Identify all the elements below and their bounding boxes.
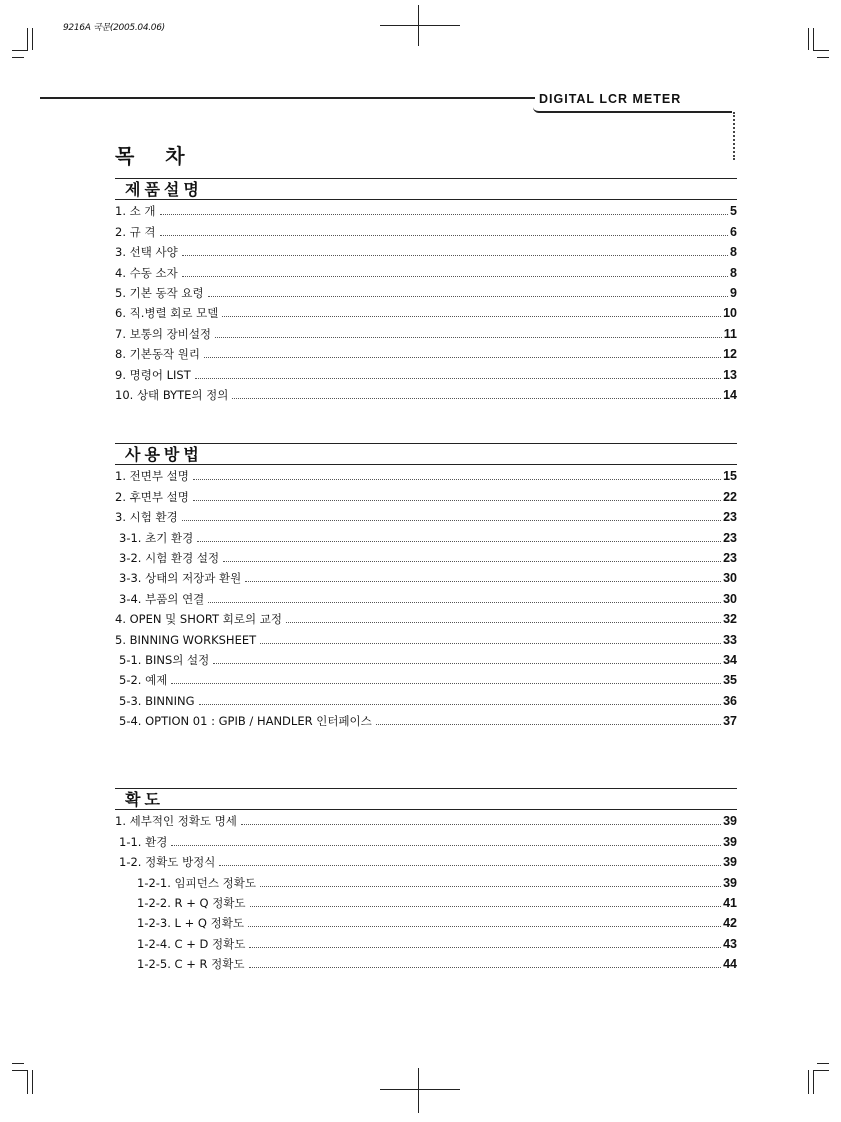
toc-entry-page: 13 (723, 367, 737, 382)
toc-entry-label: 5. 기본 동작 요령 (115, 285, 204, 300)
toc-entry[interactable] (115, 220, 737, 240)
crop-mark (817, 1063, 829, 1064)
toc-section (115, 178, 737, 404)
toc-entry-page: 10 (723, 306, 737, 321)
toc-entry[interactable] (115, 689, 737, 709)
toc-entry-page: 8 (730, 265, 737, 280)
toc-entry-page: 39 (723, 834, 737, 849)
toc-entry-label: 1-2. 정확도 방정식 (119, 855, 216, 870)
toc-entry-label: 1-1. 환경 (119, 834, 168, 849)
toc-entry[interactable] (115, 932, 737, 952)
toc-entry-label: 2. 후면부 설명 (115, 489, 189, 504)
toc-entry[interactable] (115, 343, 737, 363)
crop-mark (813, 50, 829, 51)
toc-entry[interactable] (115, 871, 737, 891)
dot-leader (250, 906, 722, 907)
crop-mark (817, 57, 829, 58)
toc-entry-label: 4. OPEN 및 SHORT 회로의 교정 (115, 612, 282, 627)
toc-entry-page: 8 (730, 245, 737, 260)
toc-entry[interactable] (115, 649, 737, 669)
dot-leader (241, 824, 721, 825)
toc-entry-label: 3-4. 부품의 연결 (119, 591, 205, 606)
toc-entry-label: 5-2. 예제 (119, 673, 168, 688)
header-rule-lower (540, 111, 732, 113)
crop-mark (32, 1070, 33, 1094)
dot-leader (376, 724, 721, 725)
toc-entry-label: 3-1. 초기 환경 (119, 530, 194, 545)
toc-entry-label: 1. 전면부 설명 (115, 469, 189, 484)
crop-mark (380, 1089, 460, 1090)
toc-section (115, 443, 737, 730)
dot-leader (204, 357, 721, 358)
crop-mark (32, 28, 33, 50)
toc-entry-page: 33 (723, 632, 737, 647)
crop-mark (12, 1070, 28, 1071)
toc-entry-page: 42 (723, 916, 737, 931)
toc-entry-page: 5 (730, 204, 737, 219)
toc-entry-label: 1-2-5. C + R 정확도 (137, 957, 245, 972)
toc-entry-page: 32 (723, 612, 737, 627)
toc-entry[interactable] (115, 669, 737, 689)
header-rule (40, 97, 535, 99)
toc-entry-label: 1-2-2. R + Q 정확도 (137, 895, 246, 910)
toc-entry-label: 1-2-1. 임피던스 정확도 (137, 875, 256, 890)
toc-entry[interactable] (115, 567, 737, 587)
crop-mark (808, 28, 809, 50)
toc-entry-label: 10. 상태 BYTE의 정의 (115, 387, 229, 402)
crop-mark (12, 57, 24, 58)
toc-entry-label: 3. 선택 사양 (115, 245, 178, 260)
crop-mark (813, 1070, 814, 1094)
toc-entry-label: 2. 규 격 (115, 224, 156, 239)
toc-entry-page: 30 (723, 591, 737, 606)
toc-entry-page: 6 (730, 224, 737, 239)
dot-leader (260, 886, 721, 887)
dot-leader (197, 541, 721, 542)
toc-entry-label: 5-4. OPTION 01 : GPIB / HANDLER 인터페이스 (119, 714, 372, 729)
crop-mark (380, 25, 460, 26)
crop-mark (27, 1070, 28, 1094)
toc-entry-label: 1-2-3. L + Q 정확도 (137, 916, 244, 931)
toc-entry-label: 3-2. 시험 환경 설정 (119, 550, 220, 565)
dot-leader (286, 622, 721, 623)
toc-entry[interactable] (115, 322, 737, 342)
toc-entry[interactable] (115, 200, 737, 220)
toc-entry[interactable] (115, 282, 737, 302)
toc-entry-label: 6. 직.병렬 회로 모델 (115, 306, 219, 321)
crop-mark (12, 50, 28, 51)
dot-leader (222, 316, 721, 317)
crop-mark (27, 28, 28, 50)
toc-entry[interactable] (115, 892, 737, 912)
toc-entry[interactable] (115, 363, 737, 383)
toc-entry-page: 23 (723, 550, 737, 565)
dot-leader (208, 602, 721, 603)
toc-entry[interactable] (115, 830, 737, 850)
toc-entry[interactable] (115, 851, 737, 871)
section-heading: 사용방법 (115, 444, 737, 465)
toc-entry-page: 23 (723, 510, 737, 525)
toc-entry[interactable] (115, 506, 737, 526)
toc-entry-label: 7. 보통의 장비설정 (115, 326, 212, 341)
toc-entry-page: 37 (723, 714, 737, 729)
crop-mark (808, 1070, 809, 1094)
toc-entry[interactable] (115, 912, 737, 932)
toc-entry-page: 44 (723, 957, 737, 972)
dot-leader (249, 947, 721, 948)
toc-entry-page: 23 (723, 530, 737, 545)
toc-entry-page: 39 (723, 875, 737, 890)
page-title: 목 차 (115, 144, 197, 168)
toc-entry[interactable] (115, 547, 737, 567)
toc-entry-page: 11 (723, 326, 737, 341)
toc-entry-page: 22 (723, 489, 737, 504)
toc-entry[interactable] (115, 608, 737, 628)
dot-leader (245, 581, 721, 582)
dot-leader (160, 235, 729, 236)
toc-entry[interactable] (115, 241, 737, 261)
toc-entry[interactable] (115, 384, 737, 404)
toc-entry-page: 14 (723, 387, 737, 402)
header-title: DIGITAL LCR METER (539, 92, 682, 106)
toc-section (115, 788, 737, 973)
section-heading: 제품설명 (115, 179, 737, 200)
dot-leader (195, 378, 721, 379)
dot-leader (249, 967, 722, 968)
dot-leader (193, 479, 721, 480)
toc-entry[interactable] (115, 710, 737, 730)
toc-entry[interactable] (115, 261, 737, 281)
dot-leader (171, 683, 721, 684)
dot-leader (182, 255, 728, 256)
toc-entry-page: 9 (730, 285, 737, 300)
dot-leader (260, 643, 721, 644)
dot-leader (199, 704, 722, 705)
dot-leader (219, 865, 721, 866)
dot-leader (182, 520, 721, 521)
toc-entry-label: 1. 세부적인 정확도 명세 (115, 814, 237, 829)
toc-entry-label: 8. 기본동작 원리 (115, 347, 200, 362)
dot-leader (223, 561, 721, 562)
dot-leader (208, 296, 728, 297)
toc-entry[interactable] (115, 485, 737, 505)
crop-mark (813, 1070, 829, 1071)
toc-entry-page: 43 (723, 936, 737, 951)
toc-entry-page: 41 (723, 895, 737, 910)
toc-entry-label: 3. 시험 환경 (115, 510, 178, 525)
toc-entry-label: 1-2-4. C + D 정확도 (137, 936, 246, 951)
toc-entry-label: 5. BINNING WORKSHEET (115, 632, 257, 647)
toc-entry-page: 35 (723, 673, 737, 688)
dot-leader (193, 500, 721, 501)
toc-entry[interactable] (115, 810, 737, 830)
toc-entry-label: 1. 소 개 (115, 204, 156, 219)
toc-entry[interactable] (115, 526, 737, 546)
dot-leader (160, 214, 729, 215)
toc-entry-page: 39 (723, 855, 737, 870)
toc-entry[interactable] (115, 302, 737, 322)
toc-entry-label: 9. 명령어 LIST (115, 367, 191, 382)
crop-mark (418, 1068, 419, 1113)
dot-leader (215, 337, 722, 338)
toc-entry-page: 36 (723, 693, 737, 708)
crop-mark (813, 28, 814, 50)
section-heading: 확도 (115, 789, 737, 810)
toc-entry[interactable] (115, 587, 737, 607)
toc-entry-label: 5-3. BINNING (119, 693, 195, 708)
dot-leader (248, 926, 721, 927)
dot-leader (213, 663, 721, 664)
toc-entry-label: 4. 수동 소자 (115, 265, 178, 280)
toc-entry[interactable] (115, 465, 737, 485)
toc-entry-label: 3-3. 상태의 저장과 환원 (119, 571, 242, 586)
print-meta: 9216A 국문(2005.04.06) (63, 23, 165, 33)
toc-entry[interactable] (115, 628, 737, 648)
toc-entry-label: 5-1. BINS의 설정 (119, 652, 210, 667)
toc-entry[interactable] (115, 953, 737, 973)
toc-entry-page: 34 (723, 652, 737, 667)
dot-leader (232, 398, 721, 399)
toc-entry-page: 30 (723, 571, 737, 586)
toc-entry-page: 12 (723, 347, 737, 362)
toc-entry-page: 39 (723, 814, 737, 829)
dot-leader (182, 276, 728, 277)
dotted-edge (733, 112, 735, 160)
dot-leader (171, 845, 721, 846)
crop-mark (12, 1063, 24, 1064)
toc-entry-page: 15 (723, 469, 737, 484)
